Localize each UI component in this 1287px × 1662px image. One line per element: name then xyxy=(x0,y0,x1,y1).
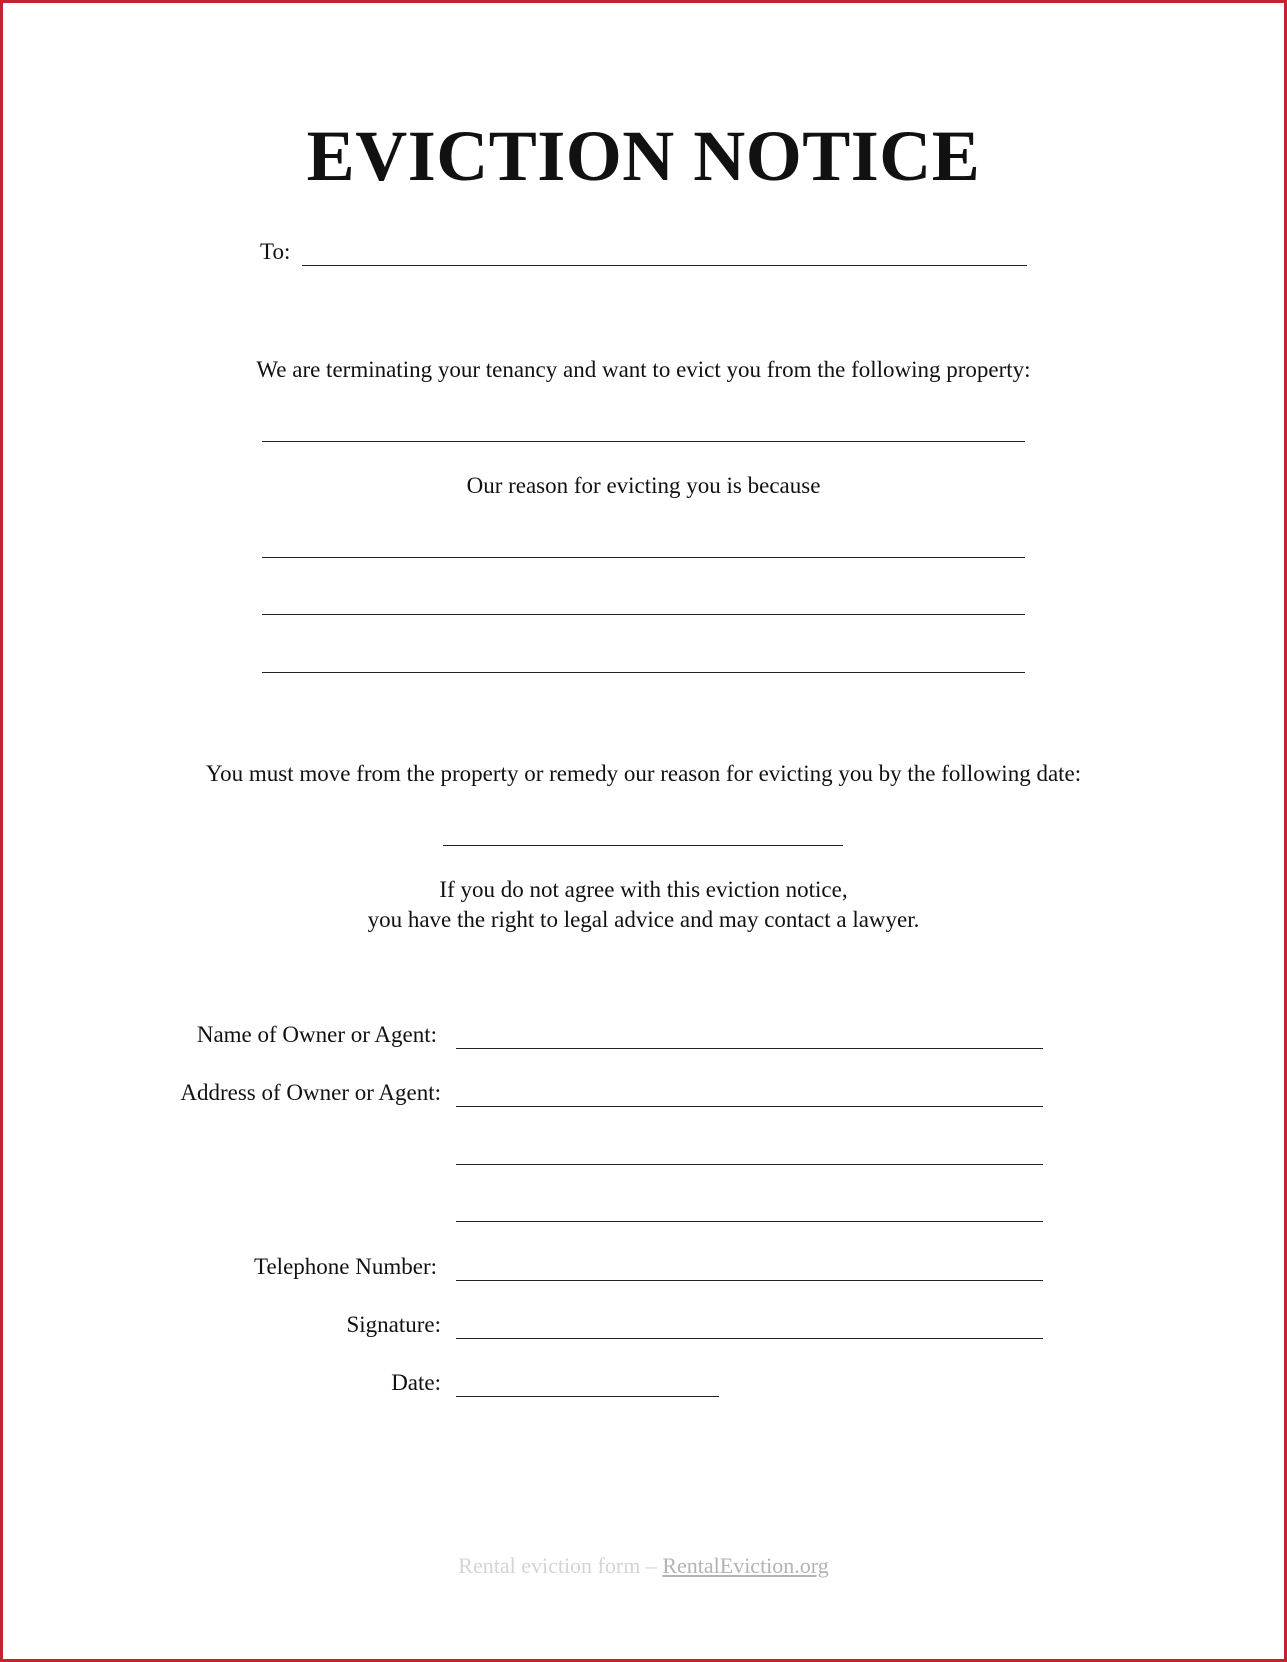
footer-link[interactable]: RentalEviction.org xyxy=(662,1553,829,1578)
date-label: Date: xyxy=(391,1370,441,1395)
owner-address-label: Address of Owner or Agent: xyxy=(180,1080,441,1105)
move-text: You must move from the property or remedy our reason for evicting you by the following date: xyxy=(205,761,1082,786)
owner-name-field[interactable] xyxy=(456,1048,1043,1049)
signature-label: Signature: xyxy=(346,1312,441,1337)
page-title: EVICTION NOTICE xyxy=(306,116,981,196)
footer xyxy=(0,1553,1287,1579)
reason-blank-line-2[interactable] xyxy=(262,614,1025,615)
advice-line-2: you have the right to legal advice and may contact a lawyer. xyxy=(367,907,920,932)
intro-text: We are terminating your tenancy and want to evict you from the following property: xyxy=(256,357,1031,382)
owner-address-field-3[interactable] xyxy=(456,1221,1043,1222)
owner-address-field-2[interactable] xyxy=(456,1164,1043,1165)
owner-name-label: Name of Owner or Agent: xyxy=(196,1022,437,1047)
date-field[interactable] xyxy=(456,1396,719,1397)
telephone-label: Telephone Number: xyxy=(254,1254,437,1279)
reason-blank-line-3[interactable] xyxy=(262,672,1025,673)
owner-address-field-1[interactable] xyxy=(456,1106,1043,1107)
to-blank-line[interactable] xyxy=(302,265,1027,266)
signature-field[interactable] xyxy=(456,1338,1043,1339)
reason-blank-line-1[interactable] xyxy=(262,557,1025,558)
footer-text: Rental eviction form – xyxy=(458,1553,657,1578)
telephone-field[interactable] xyxy=(456,1280,1043,1281)
move-date-blank-line[interactable] xyxy=(443,845,843,846)
property-blank-line[interactable] xyxy=(262,441,1025,442)
advice-line-1: If you do not agree with this eviction notice, xyxy=(439,877,848,902)
reason-text: Our reason for evicting you is because xyxy=(466,473,821,498)
to-label: To: xyxy=(260,239,291,264)
